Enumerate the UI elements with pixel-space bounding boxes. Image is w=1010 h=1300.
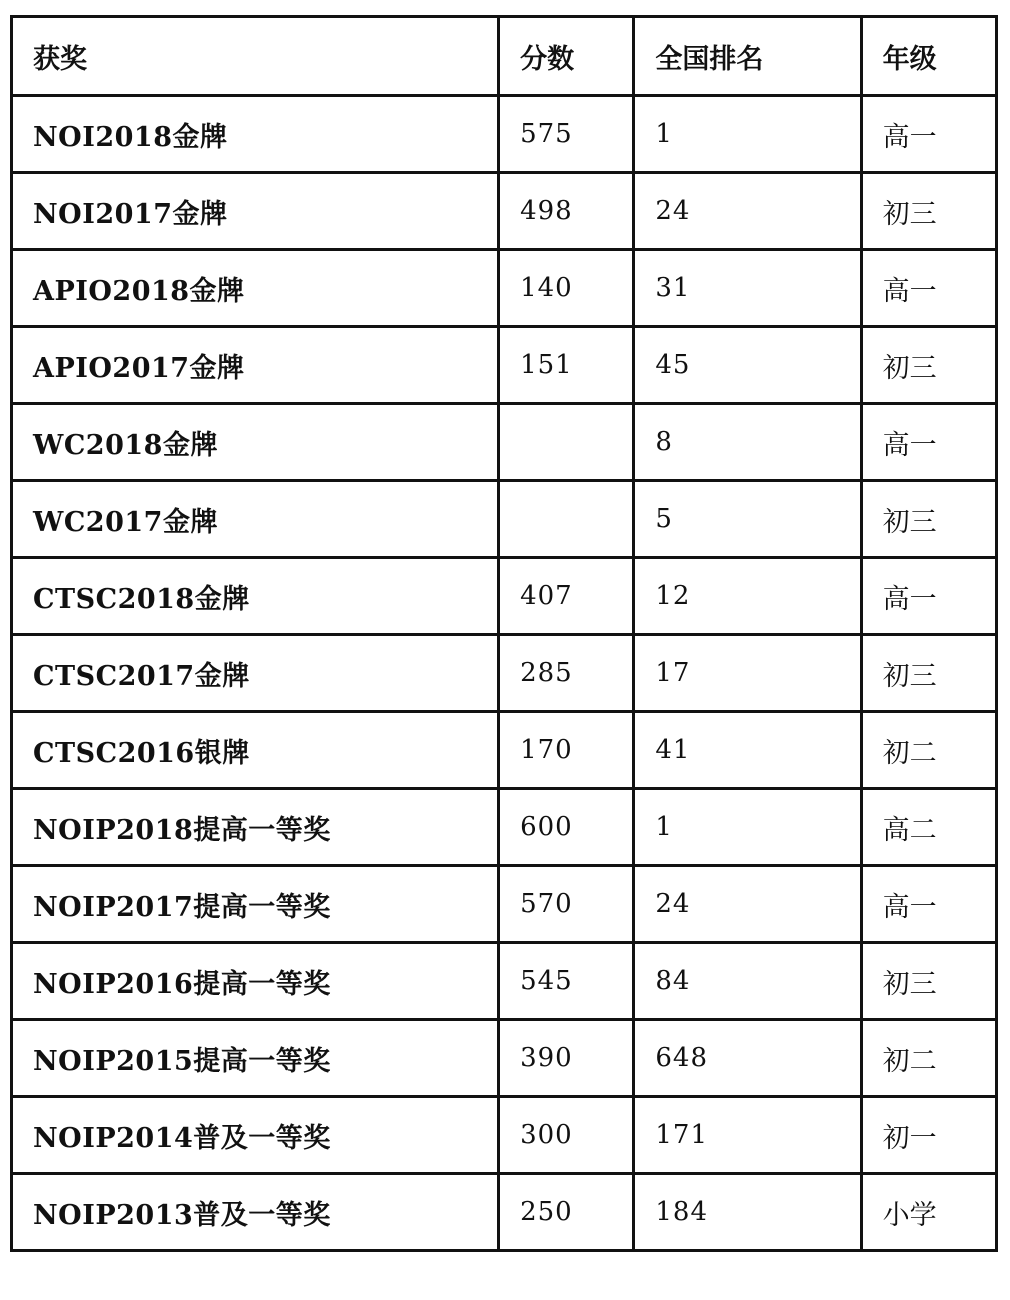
table-row: [12, 404, 997, 481]
grade-cell: 小学: [861, 1174, 996, 1251]
rank-cell: 31: [634, 250, 861, 327]
score-cell: 285: [499, 635, 634, 712]
header-score: 分数: [499, 17, 634, 96]
award-cell: WC2018金牌: [12, 404, 499, 481]
award-cell: CTSC2017金牌: [12, 635, 499, 712]
award-cell: NOIP2014普及一等奖: [12, 1097, 499, 1174]
rank-cell: 24: [634, 173, 861, 250]
table-row: [12, 173, 997, 250]
grade-cell: 初三: [861, 173, 996, 250]
score-cell: 407: [499, 558, 634, 635]
table-row: [12, 327, 997, 404]
award-cell: NOIP2018提高一等奖: [12, 789, 499, 866]
score-cell: 575: [499, 96, 634, 173]
award-cell: NOIP2015提高一等奖: [12, 1020, 499, 1097]
award-cell: CTSC2016银牌: [12, 712, 499, 789]
grade-cell: 初一: [861, 1097, 996, 1174]
score-cell: [499, 481, 634, 558]
table-row: [12, 789, 997, 866]
grade-cell: 初二: [861, 1020, 996, 1097]
rank-cell: 184: [634, 1174, 861, 1251]
rank-cell: 5: [634, 481, 861, 558]
header-rank: 全国排名: [634, 17, 861, 96]
header-row: [12, 17, 997, 96]
score-cell: 151: [499, 327, 634, 404]
table-row: [12, 712, 997, 789]
rank-cell: 84: [634, 943, 861, 1020]
rank-cell: 24: [634, 866, 861, 943]
table-row: [12, 943, 997, 1020]
table-row: [12, 481, 997, 558]
table-body: [12, 96, 997, 1251]
grade-cell: 高一: [861, 558, 996, 635]
score-cell: 498: [499, 173, 634, 250]
rank-cell: 171: [634, 1097, 861, 1174]
grade-cell: 初三: [861, 481, 996, 558]
rank-cell: 17: [634, 635, 861, 712]
award-cell: APIO2018金牌: [12, 250, 499, 327]
grade-cell: 高一: [861, 250, 996, 327]
awards-table: [10, 15, 998, 1252]
score-cell: 300: [499, 1097, 634, 1174]
grade-cell: 高一: [861, 96, 996, 173]
table-row: [12, 1174, 997, 1251]
score-cell: 250: [499, 1174, 634, 1251]
table-row: [12, 250, 997, 327]
award-cell: NOIP2016提高一等奖: [12, 943, 499, 1020]
award-cell: APIO2017金牌: [12, 327, 499, 404]
grade-cell: 初三: [861, 635, 996, 712]
rank-cell: 41: [634, 712, 861, 789]
award-cell: NOI2017金牌: [12, 173, 499, 250]
table-header: [12, 17, 997, 96]
table-row: [12, 866, 997, 943]
score-cell: [499, 404, 634, 481]
grade-cell: 高一: [861, 404, 996, 481]
rank-cell: 648: [634, 1020, 861, 1097]
table-row: [12, 96, 997, 173]
award-cell: NOI2018金牌: [12, 96, 499, 173]
table-row: [12, 635, 997, 712]
score-cell: 570: [499, 866, 634, 943]
rank-cell: 1: [634, 96, 861, 173]
header-grade: 年级: [861, 17, 996, 96]
award-cell: NOIP2017提高一等奖: [12, 866, 499, 943]
header-award: 获奖: [12, 17, 499, 96]
grade-cell: 高二: [861, 789, 996, 866]
rank-cell: 45: [634, 327, 861, 404]
grade-cell: 高一: [861, 866, 996, 943]
grade-cell: 初二: [861, 712, 996, 789]
score-cell: 600: [499, 789, 634, 866]
score-cell: 140: [499, 250, 634, 327]
score-cell: 545: [499, 943, 634, 1020]
rank-cell: 8: [634, 404, 861, 481]
award-cell: NOIP2013普及一等奖: [12, 1174, 499, 1251]
grade-cell: 初三: [861, 327, 996, 404]
score-cell: 170: [499, 712, 634, 789]
score-cell: 390: [499, 1020, 634, 1097]
rank-cell: 1: [634, 789, 861, 866]
grade-cell: 初三: [861, 943, 996, 1020]
table-row: [12, 1097, 997, 1174]
award-cell: WC2017金牌: [12, 481, 499, 558]
rank-cell: 12: [634, 558, 861, 635]
table-row: [12, 558, 997, 635]
table-row: [12, 1020, 997, 1097]
award-cell: CTSC2018金牌: [12, 558, 499, 635]
